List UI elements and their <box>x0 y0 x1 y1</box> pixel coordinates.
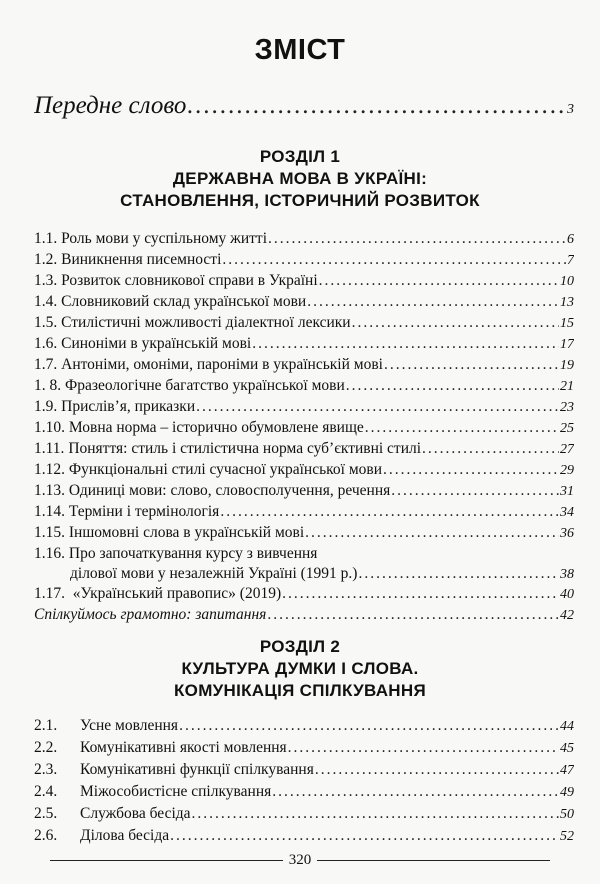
dot-leader <box>391 482 559 500</box>
toc-entry <box>34 783 574 804</box>
toc-entry <box>34 827 574 848</box>
toc-entry <box>34 251 574 272</box>
dot-leader <box>192 805 559 823</box>
dot-leader <box>268 230 566 248</box>
entry-page: 27 <box>560 442 574 457</box>
entry-label: Функціональні стилі сучасної української мови <box>68 461 383 478</box>
footer-rule-left <box>50 860 283 861</box>
entry-label: Міжособистісне спілкування <box>80 783 272 800</box>
entry-page: 23 <box>560 400 574 415</box>
entry-number: 2.4. <box>34 783 58 800</box>
entry-number: 1.13. <box>34 482 65 499</box>
toc-entry <box>34 272 574 293</box>
entry-page: 49 <box>560 785 574 800</box>
entry-page: 10 <box>560 274 574 289</box>
entry-label: «Український правопис» (2019) <box>72 585 282 602</box>
entry-label: Виникнення писемності <box>61 251 222 268</box>
entry-number: 1.9. <box>34 398 58 415</box>
toc-entry <box>34 461 574 482</box>
entry-page: 17 <box>560 337 574 352</box>
page-footer <box>50 852 550 869</box>
toc-entry <box>34 761 574 782</box>
entry-label: Поняття: стиль і стилістична норма суб’єктивні стилі <box>68 440 422 457</box>
entry-number: 2.1. <box>34 717 58 734</box>
page-title: ЗМІСТ <box>254 34 346 66</box>
dot-leader <box>222 251 566 269</box>
entry-number: 1. 8. <box>34 377 62 394</box>
entry-number: 1.16. <box>34 545 65 562</box>
entry-page: 25 <box>560 421 574 436</box>
dot-leader <box>352 314 559 332</box>
toc-entry <box>34 717 574 738</box>
entry-page: 45 <box>560 741 574 756</box>
dot-leader <box>315 761 559 779</box>
entry-label: Комунікативні якості мовлення <box>80 739 287 756</box>
dot-leader <box>170 827 559 845</box>
entry-page: 19 <box>560 358 574 373</box>
toc-entry <box>34 356 574 377</box>
dot-leader <box>187 92 566 120</box>
dot-leader <box>307 293 559 311</box>
entry-page: 40 <box>560 587 574 602</box>
entry-number: 1.4. <box>34 293 58 310</box>
entry-number: 1.15. <box>34 524 65 541</box>
toc-entry <box>34 377 574 398</box>
dot-leader <box>319 272 559 290</box>
entry-label: Терміни і термінологія <box>68 503 220 520</box>
dot-leader <box>383 461 559 479</box>
toc-entry-multiline <box>34 544 574 585</box>
entry-label: Антоніми, омоніми, пароніми в українській мові <box>61 356 383 373</box>
entry-number: 1.2. <box>34 251 58 268</box>
toc-entry-intro <box>34 92 574 120</box>
entry-label: Ділова бесіда <box>80 827 170 844</box>
section-1-title-line1: ДЕРЖАВНА МОВА В УКРАЇНІ: <box>172 169 428 188</box>
toc-entry <box>34 739 574 760</box>
entry-label: Прислів’я, приказки <box>61 398 196 415</box>
entry-label: Розвиток словникової справи в Україні <box>61 272 318 289</box>
entry-page: 50 <box>560 807 574 822</box>
entry-page: 36 <box>560 526 574 541</box>
dot-leader <box>288 739 559 757</box>
toc-entry <box>34 503 574 524</box>
toc-entry <box>34 314 574 335</box>
dot-leader <box>422 440 559 458</box>
entry-number: 1.14. <box>34 503 65 520</box>
entry-number: 2.2. <box>34 739 58 756</box>
toc-entry <box>34 335 574 356</box>
section-2-heading <box>0 636 600 702</box>
entry-page: 38 <box>560 567 574 582</box>
toc-entry <box>34 805 574 826</box>
entry-number: 1.3. <box>34 272 58 289</box>
entry-label-line1: Про започаткування курсу з вивчення <box>68 545 318 562</box>
entry-page: 6 <box>567 232 574 247</box>
dot-leader <box>305 524 559 542</box>
toc-entry <box>34 482 574 503</box>
entry-number: 1.5. <box>34 314 58 331</box>
dot-leader <box>346 377 559 395</box>
toc-entry <box>34 419 574 440</box>
toc-entry <box>34 230 574 251</box>
entry-number: 1.6. <box>34 335 58 352</box>
entry-page: 21 <box>560 379 574 394</box>
entry-page: 52 <box>560 829 574 844</box>
entry-label: Іншомовні слова в українській мові <box>68 524 305 541</box>
entry-number: 2.5. <box>34 805 58 822</box>
toc-entry <box>34 293 574 314</box>
entry-number: 1.17. <box>34 585 65 602</box>
toc-entry <box>34 398 574 419</box>
entry-label: Одиниці мови: слово, словосполучення, речення <box>68 482 391 499</box>
dot-leader <box>282 585 559 603</box>
section-2-title-line1: КУЛЬТУРА ДУМКИ І СЛОВА. <box>181 659 419 678</box>
entry-label: Комунікативні функції спілкування <box>80 761 314 778</box>
section-1-heading <box>0 146 600 212</box>
entry-label: Синоніми в українській мові <box>61 335 252 352</box>
entry-label: Мовна норма – історично обумовлене явище <box>68 419 364 436</box>
entry-page: 15 <box>560 316 574 331</box>
dot-leader <box>196 398 559 416</box>
section-2-title-line2: КОМУНІКАЦІЯ СПІЛКУВАННЯ <box>174 681 426 700</box>
dot-leader <box>365 419 559 437</box>
entry-page: 34 <box>560 505 574 520</box>
section-1-title-line2: СТАНОВЛЕННЯ, ІСТОРИЧНИЙ РОЗВИТОК <box>120 191 480 210</box>
entry-label: Спілкуймось грамотно: запитання <box>34 606 267 623</box>
toc-entry <box>34 585 574 606</box>
footer-rule-right <box>317 860 550 861</box>
entry-label: Роль мови у суспільному житті <box>61 230 268 247</box>
dot-leader <box>267 606 559 624</box>
entry-page: 42 <box>560 608 574 623</box>
dot-leader <box>220 503 559 521</box>
entry-number: 2.3. <box>34 761 58 778</box>
entry-label: Стилістичні можливості діалектної лексики <box>61 314 351 331</box>
toc-entry <box>34 524 574 545</box>
entry-page: 44 <box>560 719 574 734</box>
entry-number: 1.10. <box>34 419 65 436</box>
entry-label: Усне мовлення <box>80 717 179 734</box>
entry-label: Службова бесіда <box>80 805 191 822</box>
entry-page: 31 <box>560 484 574 499</box>
dot-leader <box>358 564 559 584</box>
entry-label-line2: ділової мови у незалежній Україні (1991 р.) <box>70 565 358 582</box>
section-2-number: РОЗДІЛ 2 <box>259 637 341 656</box>
toc-entry-questions <box>34 606 574 627</box>
dot-leader <box>272 783 559 801</box>
dot-leader <box>179 717 559 735</box>
entry-page: 29 <box>560 463 574 478</box>
toc-entry <box>34 440 574 461</box>
entry-label: Фразеологічне багатство української мови <box>65 377 345 394</box>
page-number: 320 <box>288 852 312 868</box>
entry-page: 3 <box>567 102 574 117</box>
entry-label: Передне слово <box>34 92 187 119</box>
entry-number: 1.11. <box>34 440 65 457</box>
dot-leader <box>252 335 559 353</box>
entry-page: 7 <box>567 253 574 268</box>
entry-page: 13 <box>560 295 574 310</box>
entry-number: 1.1. <box>34 230 58 247</box>
dot-leader <box>384 356 559 374</box>
entry-label: Словниковий склад української мови <box>61 293 307 310</box>
section-1-number: РОЗДІЛ 1 <box>259 147 341 166</box>
entry-number: 1.12. <box>34 461 65 478</box>
entry-number: 2.6. <box>34 827 58 844</box>
entry-page: 47 <box>560 763 574 778</box>
entry-number: 1.7. <box>34 356 58 373</box>
